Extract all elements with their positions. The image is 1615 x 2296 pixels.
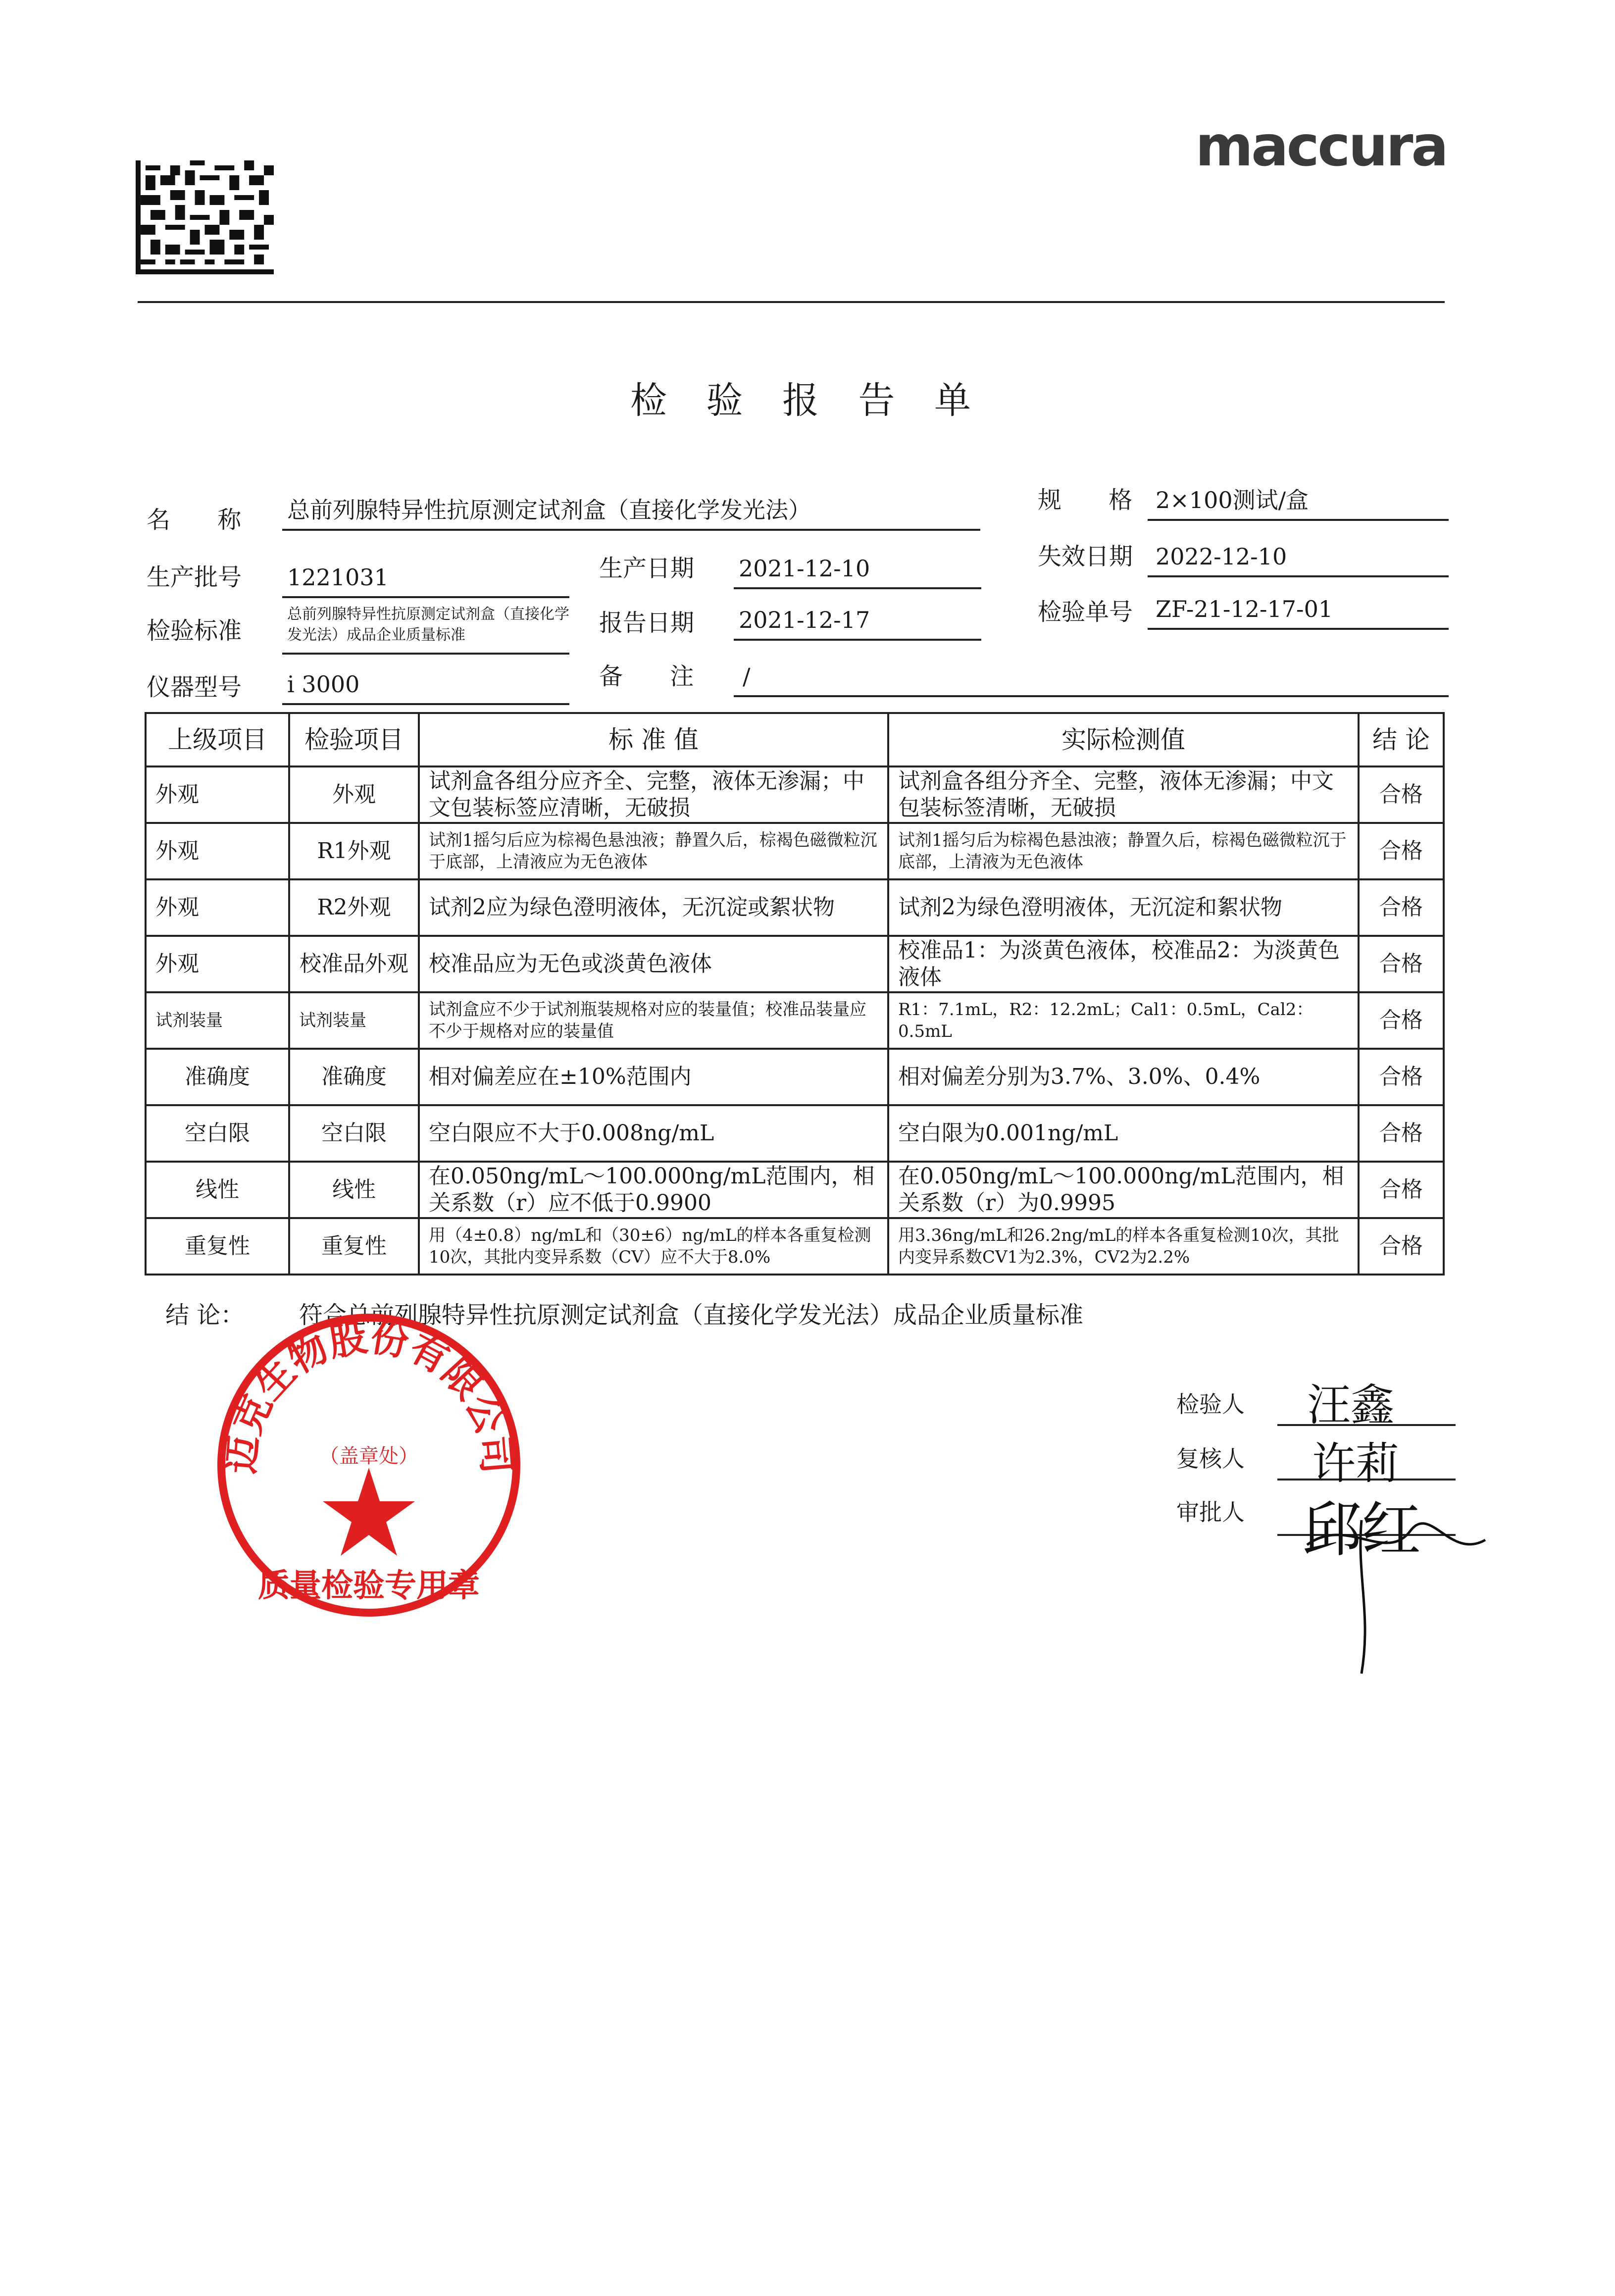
report-date-underline [734, 639, 981, 641]
instrument-label: 仪器型号 [147, 673, 242, 701]
table-row [146, 1218, 1444, 1275]
cell-actual-value: 试剂1摇匀后为棕褐色悬浊液；静置久后，棕褐色磁微粒沉于底部，上清液为无色液体 [888, 823, 1359, 879]
header-result: 结 论 [1359, 713, 1444, 766]
spec-underline [1148, 519, 1449, 521]
cell-parent-item: 外观 [146, 823, 289, 879]
standard-value: 总前列腺特异性抗原测定试剂盒（直接化学发光法）成品企业质量标准 [287, 606, 569, 644]
cell-test-item: 线性 [289, 1162, 419, 1218]
cell-actual-value: 试剂盒各组分齐全、完整，液体无渗漏；中文包装标签清晰，无破损 [888, 766, 1359, 823]
batch-value: 1221031 [287, 564, 389, 591]
cell-actual-value: 相对偏差分别为3.7%、3.0%、0.4% [888, 1049, 1359, 1105]
production-date-underline [734, 587, 981, 589]
cell-parent-item: 外观 [146, 936, 289, 992]
table-row [146, 879, 1444, 936]
expiry-date-underline [1148, 575, 1449, 577]
cell-test-item: 外观 [289, 766, 419, 823]
table-row [146, 766, 1444, 823]
cell-standard-value: 试剂盒应不少于试剂瓶装规格对应的装量值；校准品装量应不少于规格对应的装量值 [419, 992, 888, 1049]
cell-actual-value: 空白限为0.001ng/mL [888, 1105, 1359, 1162]
document-title: 检 验 报 告 单 [630, 379, 985, 422]
cell-result: 合格 [1359, 1105, 1444, 1162]
cell-actual-value: R1：7.1mL，R2：12.2mL；Cal1：0.5mL，Cal2：0.5mL [888, 992, 1359, 1049]
remark-label: 备 注 [599, 663, 714, 690]
spec-value: 2×100测试/盒 [1156, 487, 1309, 513]
cell-parent-item: 外观 [146, 879, 289, 936]
report-number-label: 检验单号 [1038, 598, 1133, 626]
cell-test-item: R2外观 [289, 879, 419, 936]
reviewer-label: 复核人 [1176, 1445, 1245, 1472]
inspection-table [145, 712, 1445, 1276]
cell-test-item: 重复性 [289, 1218, 419, 1275]
batch-underline [282, 596, 569, 598]
header-rule [138, 301, 1445, 303]
report-date-value: 2021-12-17 [739, 607, 870, 633]
instrument-value: i 3000 [287, 671, 360, 698]
cell-test-item: R1外观 [289, 823, 419, 879]
brand-logo: maccura [1195, 114, 1447, 179]
header-standard-value: 标 准 值 [419, 713, 888, 766]
header-test-item: 检验项目 [289, 713, 419, 766]
cell-result: 合格 [1359, 1049, 1444, 1105]
name-label: 名 称 [147, 506, 261, 534]
cell-result: 合格 [1359, 992, 1444, 1049]
cell-standard-value: 用（4±0.8）ng/mL和（30±6）ng/mL的样本各重复检测10次，其批内变异系数（CV）应不大于8.0% [419, 1218, 888, 1275]
seal-bottom-text: 质量检验专用章 [258, 1568, 480, 1604]
instrument-underline [282, 703, 569, 705]
cell-standard-value: 在0.050ng/mL～100.000ng/mL范围内，相关系数（r）应不低于0.9900 [419, 1162, 888, 1218]
approver-signature: 邱红 [1302, 1496, 1421, 1565]
cell-result: 合格 [1359, 1162, 1444, 1218]
remark-underline [734, 695, 1449, 697]
cell-result: 合格 [1359, 823, 1444, 879]
production-date-value: 2021-12-10 [739, 555, 870, 582]
table-row [146, 1049, 1444, 1105]
cell-actual-value: 在0.050ng/mL～100.000ng/mL范围内，相关系数（r）为0.9995 [888, 1162, 1359, 1218]
conclusion-label: 结 论： [165, 1301, 245, 1329]
name-underline [282, 529, 980, 531]
cell-result: 合格 [1359, 1218, 1444, 1275]
cell-test-item: 试剂装量 [289, 992, 419, 1049]
report-number-value: ZF-21-12-17-01 [1156, 596, 1333, 622]
header-actual-value: 实际检测值 [888, 713, 1359, 766]
seal-outer-text: 迈克生物股份有限公司 [218, 1315, 519, 1476]
cell-result: 合格 [1359, 879, 1444, 936]
cell-standard-value: 试剂盒各组分应齐全、完整，液体无渗漏；中文包装标签应清晰，无破损 [419, 766, 888, 823]
company-seal [208, 1304, 530, 1626]
conclusion-value: 符合总前列腺特异性抗原测定试剂盒（直接化学发光法）成品企业质量标准 [299, 1301, 1084, 1329]
report-number-underline [1148, 628, 1449, 630]
header-parent-item: 上级项目 [146, 713, 289, 766]
seal-star-icon [323, 1468, 415, 1556]
inspector-signature: 汪鑫 [1307, 1379, 1395, 1430]
table-row [146, 936, 1444, 992]
approver-label: 审批人 [1176, 1499, 1245, 1526]
cell-parent-item: 试剂装量 [146, 992, 289, 1049]
reviewer-signature: 许莉 [1312, 1438, 1400, 1489]
production-date-label: 生产日期 [599, 555, 695, 582]
cell-result: 合格 [1359, 766, 1444, 823]
cell-standard-value: 试剂1摇匀后应为棕褐色悬浊液；静置久后，棕褐色磁微粒沉于底部，上清液应为无色液体 [419, 823, 888, 879]
cell-actual-value: 用3.36ng/mL和26.2ng/mL的样本各重复检测10次，其批内变异系数CV1为2.3%，CV2为2.2% [888, 1218, 1359, 1275]
cell-parent-item: 外观 [146, 766, 289, 823]
table-row [146, 1105, 1444, 1162]
remark-value: / [743, 663, 751, 690]
table-row [146, 992, 1444, 1049]
cell-parent-item: 线性 [146, 1162, 289, 1218]
expiry-date-label: 失效日期 [1038, 543, 1133, 570]
cell-standard-value: 空白限应不大于0.008ng/mL [419, 1105, 888, 1162]
cell-standard-value: 相对偏差应在±10%范围内 [419, 1049, 888, 1105]
cell-parent-item: 空白限 [146, 1105, 289, 1162]
cell-result: 合格 [1359, 936, 1444, 992]
table-row [146, 1162, 1444, 1218]
cell-test-item: 校准品外观 [289, 936, 419, 992]
table-row [146, 823, 1444, 879]
seal-inner-text: （盖章处） [319, 1445, 418, 1468]
cell-standard-value: 校准品应为无色或淡黄色液体 [419, 936, 888, 992]
qr-code [136, 160, 274, 274]
name-value: 总前列腺特异性抗原测定试剂盒（直接化学发光法） [287, 497, 811, 523]
cell-test-item: 空白限 [289, 1105, 419, 1162]
cell-test-item: 准确度 [289, 1049, 419, 1105]
table-header-row [146, 713, 1444, 766]
standard-underline [282, 653, 569, 655]
report-date-label: 报告日期 [599, 609, 695, 637]
batch-label: 生产批号 [147, 563, 242, 591]
standard-label: 检验标准 [147, 617, 242, 645]
spec-label: 规 格 [1038, 486, 1153, 514]
cell-actual-value: 试剂2为绿色澄明液体，无沉淀和絮状物 [888, 879, 1359, 936]
approver-signature-stroke [1287, 1485, 1495, 1684]
cell-parent-item: 重复性 [146, 1218, 289, 1275]
cell-actual-value: 校准品1：为淡黄色液体，校准品2：为淡黄色液体 [888, 936, 1359, 992]
cell-standard-value: 试剂2应为绿色澄明液体，无沉淀或絮状物 [419, 879, 888, 936]
inspector-label: 检验人 [1176, 1391, 1245, 1418]
cell-parent-item: 准确度 [146, 1049, 289, 1105]
expiry-date-value: 2022-12-10 [1156, 543, 1287, 570]
